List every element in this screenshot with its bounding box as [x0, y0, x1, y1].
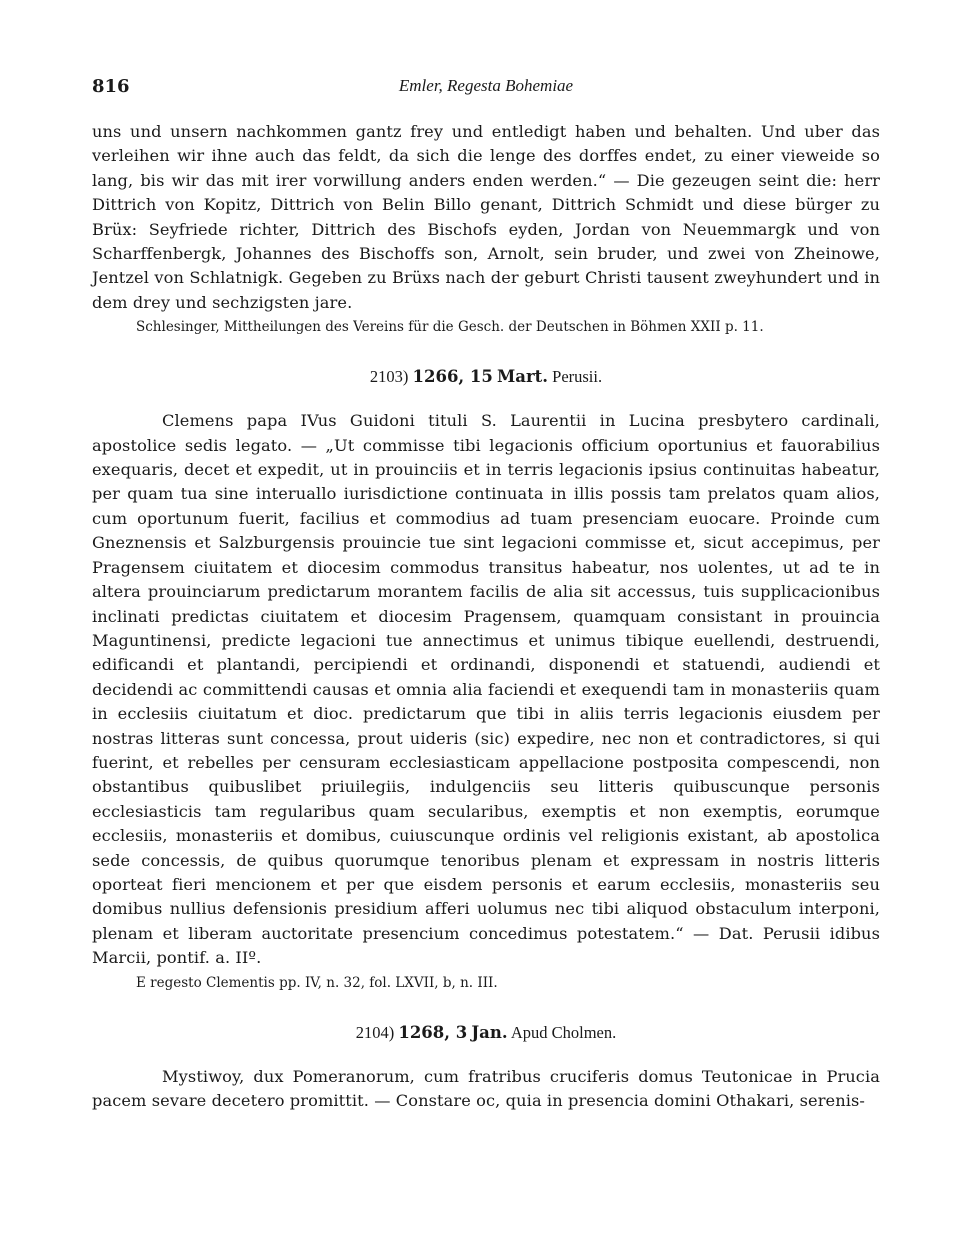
entry-2103-heading: [92, 367, 880, 387]
entry-2104-date: 1268, 3: [398, 1022, 468, 1042]
running-head: [92, 76, 880, 106]
entry-2104-text: Mystiwoy, dux Pomeranorum, cum fratribus cruciferis domus Teutonicae in Prucia pacem sevare decetero promittit. — Constare oc, quia in presencia domini Othakari, serenis-: [92, 1066, 880, 1110]
entry-2103-number: 2103): [369, 367, 409, 387]
entry-2104-number: 2104): [355, 1022, 395, 1042]
continuation-paragraph: uns und unsern nachkommen gantz frey und entledigt haben und behalten. Und uber das verleihen wir ihne auch das feldt, da sich die lenge des dorffes endet, zu einer vieweide so lang, bis wir das mit irer vorwillung anders enden werden.“ — Die gezeugen seint die: herr Dittrich von Kopitz, Dittrich von Belin Billo genant, Dittrich Schmidt und diese bürger zu Brüx: Seyfriede richter, Dittrich des Bischofs eyden, Jordan von Neuemmargk und von Scharffenbergk, Johannes des Bischoffs son, Arnolt, sein bruder, und zwei von Zheinowe, Jentzel von Schlatnigk. Gegeben zu Brüxs nach der geburt Christi tausent zweyhundert und in dem drey und sechzigsten jare.: [92, 122, 880, 312]
running-title: Emler, Regesta Bohemiae: [398, 76, 574, 95]
continuation-source-citation: Schlesinger, Mittheilungen des Vereins für die Gesch. der Deutschen in Böhmen XXII p. 11.: [136, 319, 764, 336]
entry-2104-month: Jan.: [471, 1022, 508, 1042]
entry-2103-place: Perusii.: [552, 367, 603, 387]
entry-2104-place: Apud Cholmen.: [510, 1022, 617, 1042]
page-number: 816: [92, 76, 130, 97]
entry-2103-month: Mart.: [497, 367, 549, 387]
entry-2103-text: Clemens papa IVus Guidoni tituli S. Laurentii in Lucina presbytero cardinali, apostolice sedis legato. — „Ut commisse tibi legacionis officium oportunius et fauorabilius exequaris, decet et expedit, ut in prouinciis et in terris legacionis ipsius continuitas habeatur, per quam tua sine interuallo iurisdictione continuata in illis possis tam prelatos quam alios, cum oportunum fuerit, facilius et commodius ad tuam presenciam euocare. Proinde cum Gneznensis et Salzburgensis prouincie tue sint legacioni commisse et, sicut accepimus, per Pragensem ciuitatem et diocesim commodus transitus habeatur, nos uolentes, ut ad te in altera prouinciarum predictarum morantem facilis de alia sit accessus, tuis supplicacionibus inclinati predictas ciuitatem et diocesim Pragensem, quamquam consistant in prouincia Maguntinensi, predicte legacioni tue annectimus et unimus tibique euellendi, destruendi, edificandi et plantandi, percipiendi et ordinandi, disponendi et statuendi, audiendi et decidendi ac committendi causas et omnia alia faciendi et exequendi tam in monasteriis quam in ecclesiis ciuitatum et dioc. predictarum que tibi in aliis terris legacionis eiusdem per nostras litteras sunt concessa, prout uideris (sic) expedire, nec non et contradictores, si qui fuerint, et rebelles per censuram ecclesiasticam appellacione postposita compescendi, non obstantibus quibuslibet priuilegiis, indulgenciis seu litteris quibuscunque personis ecclesiasticis tam regularibus quam secularibus, exemptis et non exemptis, eorumque ecclesiis, monasteriis et domibus, cuiuscunque ordinis vel religionis existant, ab apostolica sede concessis, de quibus quorumque tenoribus plenam et expressam in nostris litteris oporteat fieri mencionem et per que eisdem personis et earum ecclesiis, monasteriis seu domibus nullius defensionis presidium afferi uolumus nec tibi aliquod obstaculum interponi, plenam et liberam auctoritate presencium concedimus potestatem.“ — Dat. Perusii idibus Marcii, pontif. a. IIº.: [92, 411, 880, 968]
entry-2104-heading: [92, 1023, 880, 1043]
entry-2103-source-citation: E regesto Clementis pp. IV, n. 32, fol. LXVII, b, n. III.: [136, 974, 498, 991]
document-page: [92, 76, 880, 1113]
entry-2103-date: 1266, 15: [412, 367, 493, 387]
